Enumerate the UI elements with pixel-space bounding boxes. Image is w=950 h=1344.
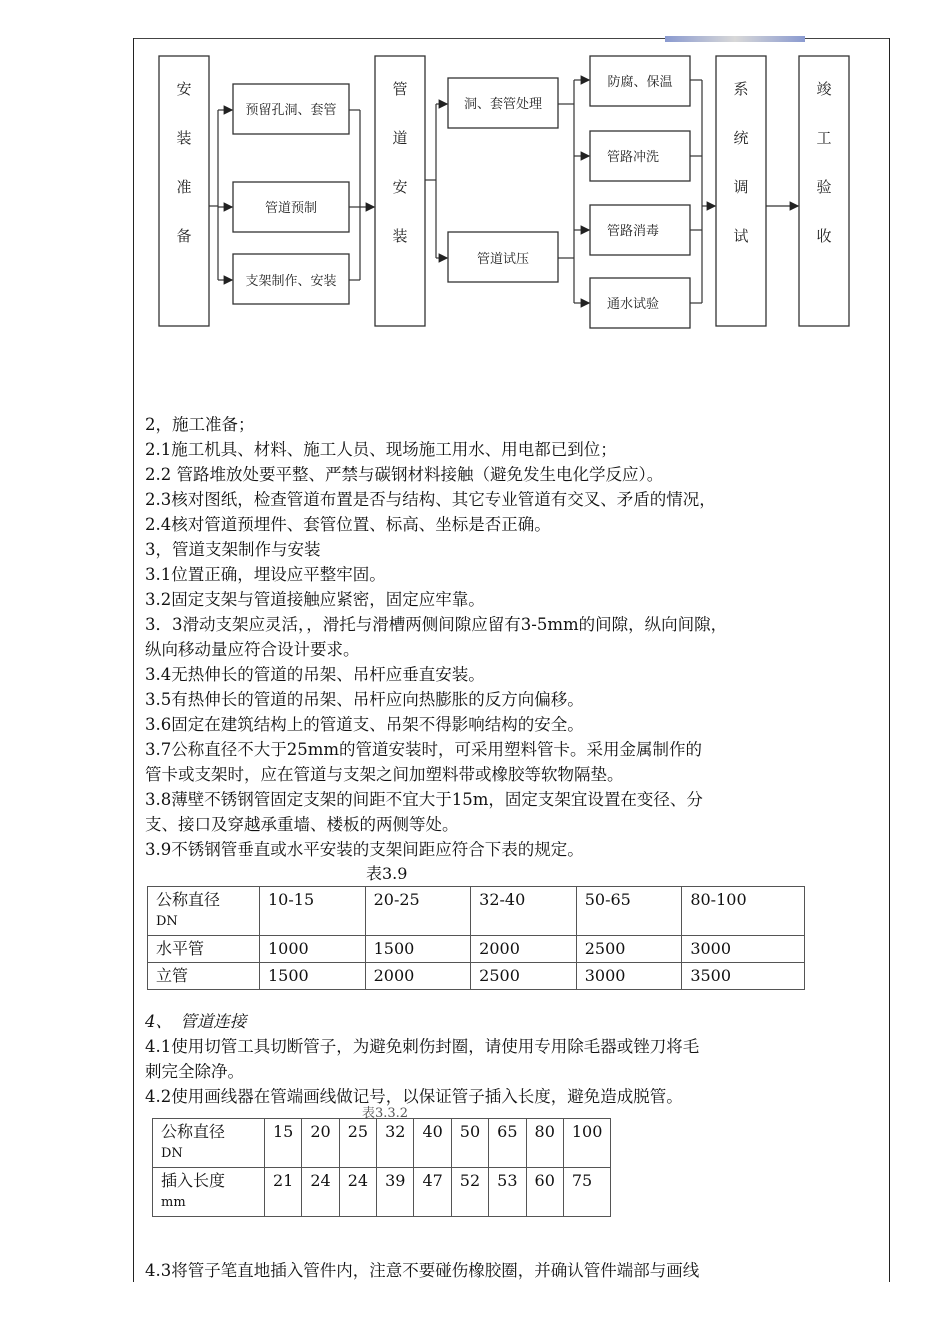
fc-col7-char: 竣 xyxy=(816,80,832,98)
table-cell: 公称直径 DN xyxy=(153,1119,265,1168)
table-cell: 插入长度 mm xyxy=(153,1168,265,1217)
section3-line: 3.8薄壁不锈钢管固定支架的间距不宜大于15m，固定支架宜设置在变径、分 xyxy=(145,790,703,809)
table-cell: 3000 xyxy=(576,963,682,990)
fc-col7-char: 工 xyxy=(816,129,832,147)
table-cell: 47 xyxy=(414,1168,451,1217)
section3-line: 3.1位置正确，埋设应平整牢固。 xyxy=(145,565,386,584)
section3-title: 3，管道支架制作与安装 xyxy=(145,540,321,559)
section2-item: 2.2 管路堆放处要平整、严禁与碳钢材料接触（避免发生电化学反应）。 xyxy=(145,465,664,484)
fc-col5-label: 通水试验 xyxy=(606,297,660,312)
fc-col2-label: 预留孔洞、套管 xyxy=(245,103,337,118)
fc-col4-label: 洞、套管处理 xyxy=(463,97,543,112)
table-cell: 53 xyxy=(489,1168,526,1217)
table-cell: 1000 xyxy=(260,936,366,963)
section3-line: 3.7公称直径不大于25mm的管道安装时，可采用塑料管卡。采用金属制作的 xyxy=(145,740,703,759)
table-row xyxy=(148,963,805,990)
section4-title: 4、 管道连接 xyxy=(145,1012,247,1031)
table-cell: 20-25 xyxy=(365,887,471,936)
table-cell: 52 xyxy=(451,1168,488,1217)
table-cell: 3500 xyxy=(682,963,805,990)
table-cell: 80 xyxy=(526,1119,563,1168)
section4-line: 4.1使用切管工具切断管子，为避免刺伤封圈，请使用专用除毛器或锉刀将毛 xyxy=(145,1037,700,1056)
table432 xyxy=(152,1118,611,1217)
table-cell: 2500 xyxy=(576,936,682,963)
section4-line: 刺完全除净。 xyxy=(145,1062,244,1081)
fc-col6-char: 试 xyxy=(733,227,749,245)
fc-col6-char: 系 xyxy=(733,80,749,98)
section3-line: 支、接口及穿越承重墙、楼板的两侧等处。 xyxy=(145,815,459,834)
fc-col1-char: 准 xyxy=(176,178,192,196)
table-row xyxy=(148,936,805,963)
table-row xyxy=(153,1168,611,1217)
fc-col3-char: 安 xyxy=(392,178,408,196)
table-cell: 80-100 xyxy=(682,887,805,936)
table-cell: 25 xyxy=(339,1119,376,1168)
table-cell: 2500 xyxy=(471,963,577,990)
fc-col2-label: 管道预制 xyxy=(264,201,318,216)
section4-line: 4.2使用画线器在管端画线做记号，以保证管子插入长度，避免造成脱管。 xyxy=(145,1087,683,1106)
table-cell: 100 xyxy=(563,1119,611,1168)
section2-item: 2.3核对图纸，检查管道布置是否与结构、其它专业管道有交叉、矛盾的情况， xyxy=(145,490,716,509)
table-row xyxy=(153,1119,611,1168)
section2-title: 2，施工准备； xyxy=(145,415,255,434)
section3-line: 3.4无热伸长的管道的吊架、吊杆应垂直安装。 xyxy=(145,665,485,684)
fc-col3-char: 装 xyxy=(392,227,408,245)
table-cell: 75 xyxy=(563,1168,611,1217)
fc-col5-label: 管路冲洗 xyxy=(606,150,660,165)
section3-line: 3.5有热伸长的管道的吊架、吊杆应向热膨胀的反方向偏移。 xyxy=(145,690,584,709)
table-cell: 24 xyxy=(302,1168,339,1217)
table-cell: 水平管 xyxy=(148,936,260,963)
table-cell: 50-65 xyxy=(576,887,682,936)
table-cell: 20 xyxy=(302,1119,339,1168)
fc-col7-char: 收 xyxy=(816,227,832,245)
table39-caption: 表3.9 xyxy=(366,864,408,883)
fc-col1-char: 装 xyxy=(176,129,192,147)
section3-line: 3.9不锈钢管垂直或水平安装的支架间距应符合下表的规定。 xyxy=(145,840,584,859)
fc-col1-char: 安 xyxy=(176,80,192,98)
table-cell: 2000 xyxy=(471,936,577,963)
table432-caption: 表3.3.2 xyxy=(362,1106,409,1121)
section2-item: 2.1施工机具、材料、施工人员、现场施工用水、用电都已到位； xyxy=(145,440,617,459)
fc-col5-label: 管路消毒 xyxy=(606,224,660,239)
table-cell: 立管 xyxy=(148,963,260,990)
section3-line: 3.2固定支架与管道接触应紧密，固定应牢靠。 xyxy=(145,590,485,609)
fc-col4-label: 管道试压 xyxy=(476,252,530,267)
table-cell: 32 xyxy=(377,1119,414,1168)
fc-col6-char: 统 xyxy=(733,129,749,147)
table-cell: 15 xyxy=(265,1119,302,1168)
table-cell: 24 xyxy=(339,1168,376,1217)
table-cell: 50 xyxy=(451,1119,488,1168)
table-cell: 21 xyxy=(265,1168,302,1217)
table39 xyxy=(147,886,805,990)
section3-line: 3.6固定在建筑结构上的管道支、吊架不得影响结构的安全。 xyxy=(145,715,584,734)
table-cell: 65 xyxy=(489,1119,526,1168)
fc-col3-char: 管 xyxy=(392,80,408,98)
table-cell: 60 xyxy=(526,1168,563,1217)
table-cell: 39 xyxy=(377,1168,414,1217)
fc-col5-label: 防腐、保温 xyxy=(607,75,673,90)
table-cell: 2000 xyxy=(365,963,471,990)
construction-flowchart xyxy=(0,0,950,340)
fc-col1-char: 备 xyxy=(176,227,192,245)
table-cell: 10-15 xyxy=(260,887,366,936)
section3-line: 3．3滑动支架应灵活，，滑托与滑槽两侧间隙应留有3-5mm的间隙，纵向间隙， xyxy=(145,615,728,634)
section4-last-line: 4.3将管子笔直地插入管件内，注意不要碰伤橡胶圈，并确认管件端部与画线 xyxy=(145,1261,700,1280)
fc-col7-char: 验 xyxy=(816,178,832,196)
table-cell: 3000 xyxy=(682,936,805,963)
table-cell: 1500 xyxy=(365,936,471,963)
table-cell: 公称直径 DN xyxy=(148,887,260,936)
fc-col6-char: 调 xyxy=(733,178,749,196)
table-row xyxy=(148,887,805,936)
section2-item: 2.4核对管道预埋件、套管位置、标高、坐标是否正确。 xyxy=(145,515,551,534)
fc-col3-char: 道 xyxy=(392,129,408,147)
section3-line: 管卡或支架时，应在管道与支架之间加塑料带或橡胶等软物隔垫。 xyxy=(145,765,624,784)
table-cell: 1500 xyxy=(260,963,366,990)
table-cell: 32-40 xyxy=(471,887,577,936)
fc-col2-label: 支架制作、安装 xyxy=(245,274,337,289)
section3-line: 纵向移动量应符合设计要求。 xyxy=(145,640,360,659)
table-cell: 40 xyxy=(414,1119,451,1168)
